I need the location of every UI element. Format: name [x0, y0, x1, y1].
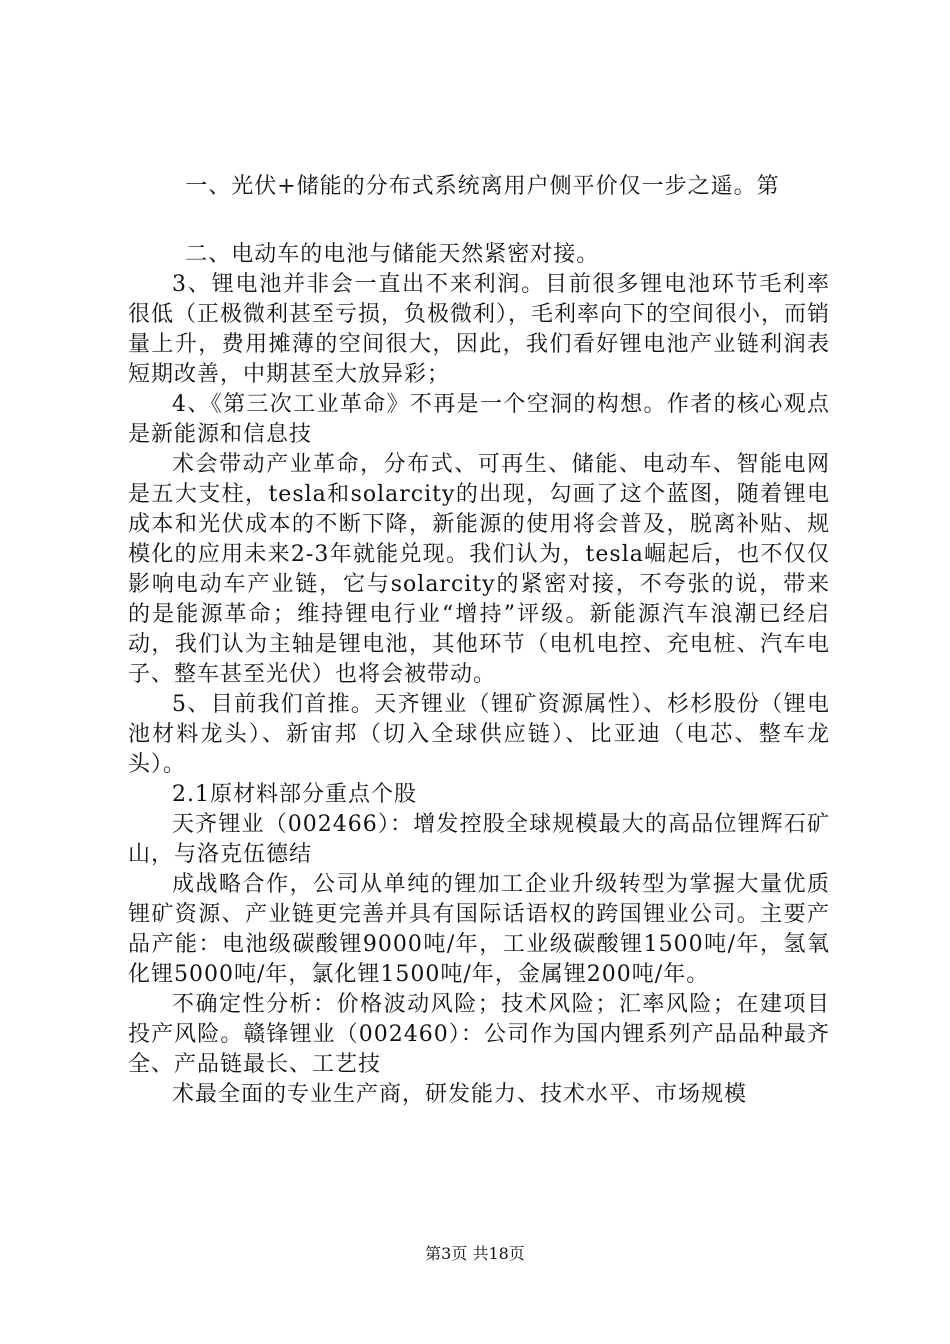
paragraph-6: 5、目前我们首推。天齐锂业（锂矿资源属性）、杉杉股份（锂电池材料龙头）、新宙邦（切入全球供应链）、比亚迪（电芯、整车龙头）。 [128, 692, 830, 777]
paragraph-4: 4、《第三次工业革命》不再是一个空洞的构想。作者的核心观点是新能源和信息技 [128, 392, 830, 447]
paragraph-9: 不确定性分析：价格波动风险；技术风险；汇率风险；在建项目投产风险。赣锋锂业（002460）：公司作为国内锂系列产品品种最齐全、产品链最长、工艺技 [128, 992, 830, 1077]
section-heading: 2.1原材料部分重点个股 [172, 782, 417, 807]
page-number-footer: 第3页 共18页 [425, 1244, 525, 1263]
paragraph-7: 天齐锂业（002466）：增发控股全球规模最大的高品位锂辉石矿山，与洛克伍德结 [128, 812, 830, 867]
paragraph-10: 术最全面的专业生产商，研发能力、技术水平、市场规模 [172, 1082, 748, 1107]
document-body [128, 172, 830, 1110]
paragraph-5: 术会带动产业革命，分布式、可再生、储能、电动车、智能电网是五大支柱，tesla和solarcity的出现，勾画了这个蓝图，随着锂电成本和光伏成本的不断下降，新能源的使用将会普及，脱离补贴、规模化的应用未来2-3年就能兑现。我们认为，tesla崛起后，也不仅仅影响电动车产业链，它与solarcity的紧密对接，不夸张的说，带来的是能源革命；维持锂电行业“增持”评级。新能源汽车浪潮已经启动，我们认为主轴是锂电池，其他环节（电机电控、充电桩、汽车电子、整车甚至光伏）也将会被带动。 [128, 452, 830, 687]
paragraph-2: 二、电动车的电池与储能天然紧密对接。 [185, 242, 600, 267]
paragraph-3: 3、锂电池并非会一直出不来利润。目前很多锂电池环节毛利率很低（正极微利甚至亏损，负极微利），毛利率向下的空间很小，而销量上升，费用摊薄的空间很大，因此，我们看好锂电池产业链利润表短期改善，中期甚至大放异彩； [128, 272, 831, 387]
paragraph-1: 一、光伏+储能的分布式系统离用户侧平价仅一步之遥。第 [185, 174, 780, 199]
paragraph-8: 成战略合作，公司从单纯的锂加工企业升级转型为掌握大量优质锂矿资源、产业链更完善并具有国际话语权的跨国锂业公司。主要产品产能：电池级碳酸锂9000吨/年，工业级碳酸锂1500吨/年，氢氧化锂5000吨/年，氯化锂1500吨/年，金属锂200吨/年。 [128, 872, 830, 987]
